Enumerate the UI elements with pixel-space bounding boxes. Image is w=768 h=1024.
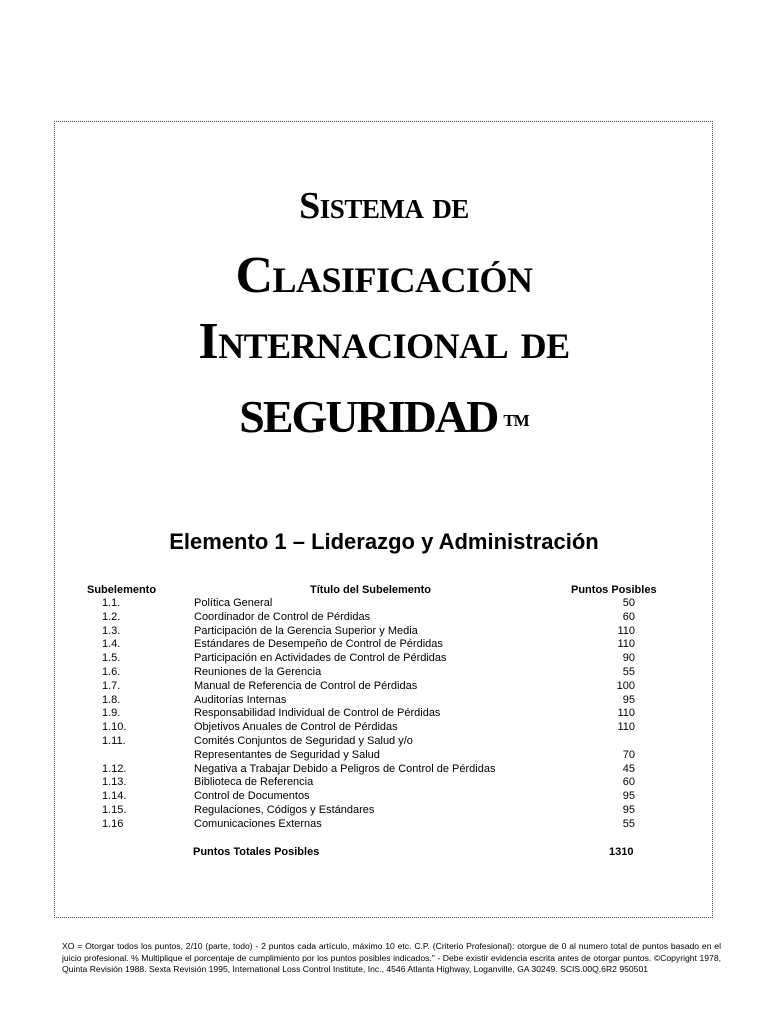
subelement-title: Manual de Referencia de Control de Pérdidas — [194, 679, 418, 692]
subelement-title: Coordinador de Control de Pérdidas — [194, 610, 371, 623]
subelement-points: 70 — [622, 748, 635, 761]
header-subelement: Subelemento — [87, 584, 157, 596]
subelement-number: 1.10. — [102, 721, 127, 734]
subelement-points: 45 — [622, 762, 635, 775]
title-seguridad: SEGURIDAD — [239, 391, 498, 442]
header-points: Puntos Posibles — [571, 584, 657, 596]
subelement-number: 1.1. — [102, 597, 121, 609]
subelement-points: 55 — [622, 817, 635, 830]
table-row — [0, 638, 768, 652]
subelement-number: 1.9. — [102, 707, 121, 720]
subelement-table — [0, 597, 768, 832]
table-row — [0, 666, 768, 680]
subelement-title: Control de Documentos — [194, 790, 310, 803]
subelement-points: 110 — [617, 624, 635, 637]
subelement-points: 100 — [616, 679, 635, 692]
subelement-points: 110 — [617, 707, 635, 720]
subelement-points: 95 — [622, 693, 635, 706]
subelement-points: 95 — [622, 790, 635, 803]
subelement-number: 1.13. — [102, 776, 127, 789]
subelement-title: Auditorías Internas — [194, 693, 287, 706]
subelement-title: Política General — [194, 597, 273, 609]
header-title: Título del Subelemento — [310, 584, 432, 596]
subelement-points: 50 — [622, 597, 635, 609]
subelement-points: 60 — [622, 776, 635, 789]
subelement-number: 1.15. — [102, 803, 127, 816]
subelement-title: Participación en Actividades de Control de Pérdidas — [194, 652, 447, 665]
table-row — [0, 625, 768, 639]
subelement-title: Participación de la Gerencia Superior y Media — [194, 624, 418, 637]
subelement-title: Objetivos Anuales de Control de Pérdidas — [194, 721, 398, 734]
subelement-title: Comités Conjuntos de Seguridad y Salud y/o — [194, 734, 413, 747]
trademark-mark: TM — [503, 411, 529, 430]
title-line-3: Internacional de — [198, 313, 570, 370]
title-line-2: Clasificación — [235, 247, 533, 304]
subelement-number: 1.16 — [102, 817, 124, 830]
table-row — [0, 735, 768, 749]
subelement-points: 55 — [622, 665, 635, 678]
subelement-number: 1.2. — [102, 610, 121, 623]
element-heading: Elemento 1 – Liderazgo y Administración — [169, 529, 599, 554]
subelement-number: 1.5. — [102, 652, 121, 665]
subelement-number: 1.4. — [102, 638, 121, 651]
subelement-points: 95 — [622, 803, 635, 816]
table-row — [0, 652, 768, 666]
subelement-title: Comunicaciones Externas — [194, 817, 322, 830]
subelement-title: Reuniones de la Gerencia — [194, 665, 322, 678]
subelement-number: 1.6. — [102, 665, 121, 678]
subelement-title: Biblioteca de Referencia — [194, 776, 314, 789]
table-row — [0, 611, 768, 625]
subelement-points: 110 — [617, 638, 635, 651]
subelement-number: 1.14. — [102, 790, 127, 803]
table-row — [0, 707, 768, 721]
table-row — [0, 763, 768, 777]
table-row — [0, 721, 768, 735]
subelement-number: 1.12. — [102, 762, 127, 775]
subelement-number: 1.8. — [102, 693, 121, 706]
table-row — [0, 597, 768, 611]
title-line-4 — [0, 390, 768, 443]
subelement-number: 1.11. — [102, 734, 126, 747]
subelement-points: 60 — [622, 610, 635, 623]
subelement-title: Representantes de Seguridad y Salud — [194, 748, 380, 761]
table-row — [0, 694, 768, 708]
title-line-1: Sistema de — [299, 185, 469, 227]
footnote: XO = Otorgar todos los puntos, 2/10 (parte, todo) - 2 puntos cada artículo, máximo 10 etc. C.P. (Criterio Profesional): otorgue de 0 al numero total de puntos basado en el juicio profesional. % Multiplique el porcentaje de cumplimiento por los puntos posibles indicados." - Debe existir evidencia escrita antes de otorgar puntos. ©Copyright 1978, Quinta Revisión 1988. Sexta Revisión 1995, International Loss Control Institute, Inc., 4546 Atlanta Highway, Loganville, GA 30249. SCIS.00Q.6R2 950501 — [62, 941, 721, 975]
subelement-title: Responsabilidad Individual de Control de Pérdidas — [194, 707, 441, 720]
subelement-title: Estándares de Desempeño de Control de Pérdidas — [194, 638, 443, 651]
table-row — [0, 776, 768, 790]
subelement-number: 1.3. — [102, 624, 121, 637]
subelement-points: 90 — [622, 652, 635, 665]
subelement-title: Negativa a Trabajar Debido a Peligros de Control de Pérdidas — [194, 762, 496, 775]
subelement-points: 110 — [617, 721, 635, 734]
table-row — [0, 804, 768, 818]
table-row — [0, 749, 768, 763]
total-value: 1310 — [609, 846, 634, 858]
table-row — [0, 790, 768, 804]
subelement-title: Regulaciones, Códigos y Estándares — [194, 803, 375, 816]
table-row — [0, 680, 768, 694]
subelement-number: 1.7. — [102, 679, 121, 692]
table-row — [0, 818, 768, 832]
total-label: Puntos Totales Posibles — [193, 846, 320, 858]
